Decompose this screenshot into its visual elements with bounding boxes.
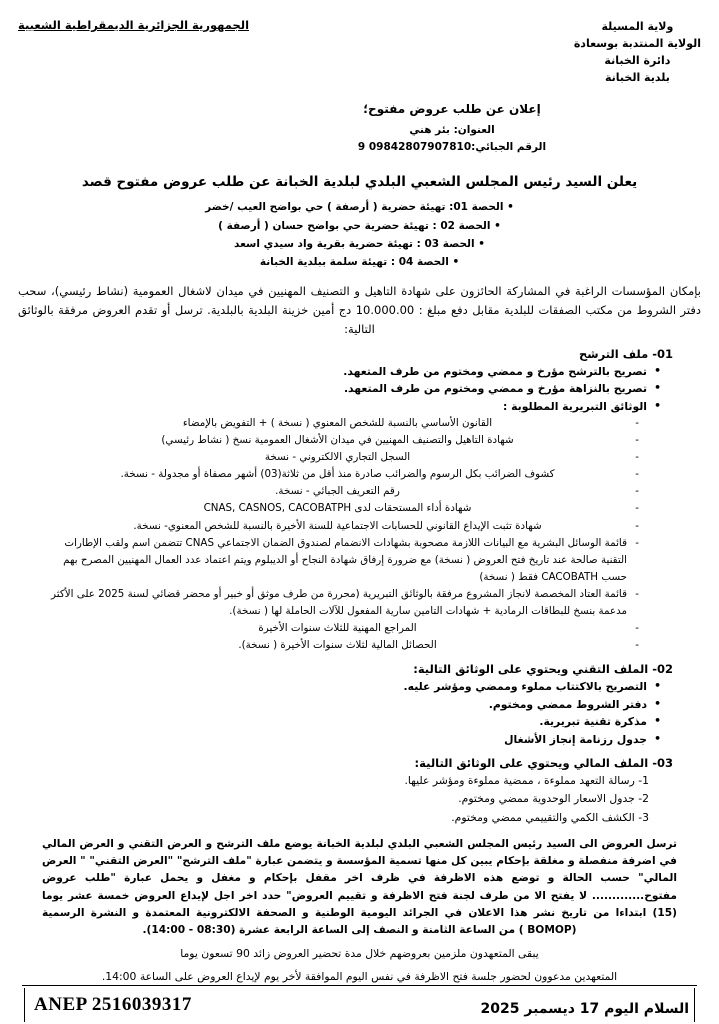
list-item: • الوثائق التبريرية المطلوبة : xyxy=(18,398,661,415)
submission-instructions: ترسل العروض الى السيد رئيس المجلس الشعبي البلدي لبلدية الخبانة يوضع ملف الترشح و العرض التقني و العرض المالي في اضرفة منفصلة و مغلقة بإحكام يبين كل منها تسمية المؤسسة و يتضمن عبارة "ملف الترشح" "العرض التقني" " العرض المالي" حسب الحالة و توضع هذه الاظرفة في ظرف اخر مقفل بإحكام و مغفل و يحمل عبارة "طلب عروض مفتوح............. لا يفتح الا من طرف لجنة فتح الاظرفة و تقييم العروض" حدد اخر اجل لإيداع العروض خمسة عشر يوما (15) ابتداءا من تاريخ نشر هذا الاعلان في الجرائد اليومية الوطنية و الصحفة الالكترونية المعتمدة و النشرة الرسمية (BOMOP ) من الساعة الثامنة و النصف إلى الساعة الرابعة عشرة (08:30 - 14:00). xyxy=(42,838,677,936)
list-item: - كشوف الضرائب بكل الرسوم والضرائب صادرة منذ أقل من ثلاثة(03) أشهر مصفاة أو مجدولة - نسخة. xyxy=(48,466,639,483)
admin-line-delegated-wilaya: الولاية المنتدبة بوسعادة xyxy=(573,37,701,51)
closing-note-validity: يبقى المتعهدون ملزمين بعروضهم خلال مدة تحضير العروض زائد 90 تسعون يوما xyxy=(180,947,539,961)
lots-list xyxy=(18,198,701,272)
list-item: - شهادة تثبت الإيداع القانوني للحسابات الاجتماعية للسنة الأخيرة بالنسبة للشخص المعنوي- نسخة. xyxy=(48,518,639,535)
list-item: • مذكرة تقنية تبريرية. xyxy=(18,713,661,730)
list-item: - القانون الأساسي بالنسبة للشخص المعنوي ( نسخة ) + التفويض بالإمضاء xyxy=(48,415,639,432)
list-item: - الحصائل المالية لثلاث سنوات الأخيرة ( نسخة). xyxy=(48,637,639,654)
lot-item: • الحصة 04 : تهيئة سلمة ببلدية الخبانة xyxy=(18,253,701,271)
lot-item: • الحصة 02 : تهيئة حضرية حي بواضح حسان ( أرصفة ) xyxy=(18,217,701,235)
list-item: • التصريح بالاكتتاب مملوء وممضي ومؤشر عليه. xyxy=(18,678,661,695)
candidature-documents xyxy=(18,415,701,654)
lot-item: • الحصة 03 : تهيئة حضرية بقرية واد سيدي اسعد xyxy=(18,235,701,253)
list-item: - السجل التجاري الالكتروني - نسخة xyxy=(48,449,639,466)
page-title: يعلن السيد رئيس المجلس الشعبي البلدي لبلدية الخبانة عن طلب عروض مفتوح قصد xyxy=(81,173,638,190)
list-item: - شهادة التاهيل والتصنيف المهنيين في ميدان الأشغال العمومية نسخ ( نشاط رئيسي) xyxy=(48,432,639,449)
list-item: 3- الكشف الكمي والتقييمي ممضي ومختوم. xyxy=(451,810,649,824)
administration-block xyxy=(574,18,701,86)
admin-line-daira: دائرة الخبانة xyxy=(604,54,671,68)
list-item: 2- جدول الاسعار الوحدوية ممضي ومختوم. xyxy=(458,792,649,806)
section-heading-financial: 03- الملف المالي ويحتوي على الوثائق التالية: xyxy=(414,756,673,771)
announcement-title: إعلان عن طلب عروض مفتوح؛ xyxy=(363,102,541,117)
lot-item: • الحصة 01: تهيئة حضرية ( أرصفة ) حي بواضح العيب /خضر xyxy=(18,198,701,216)
list-item: - رقم التعريف الجبائي - نسخة. xyxy=(48,483,639,500)
footer-left-rule xyxy=(24,988,25,1022)
list-item: - شهادة أداء المستحقات لدى CNAS, CASNOS, CACOBATPH xyxy=(48,500,639,517)
admin-line-commune: بلدية الخبانة xyxy=(604,71,670,85)
list-item: • دفتر الشروط ممضي ومختوم. xyxy=(18,696,661,713)
document-header xyxy=(18,16,701,86)
announcement-address: العنوان: بئر هني xyxy=(409,124,495,137)
financial-items xyxy=(18,772,701,827)
list-item: • تصريح بالترشح مؤرخ و ممضي ومختوم من طرف المتعهد. xyxy=(18,363,661,380)
intro-paragraph: بإمكان المؤسسات الراغبة في المشاركة الحائزون على شهادة التاهيل و التصنيف المهنيين في ميدان لاشغال العمومية (نشاط رئيسي)، سحب دفتر الشروط من مكتب الصفقات للبلدية مقابل دفع مبلغ : 10.000.00 دج أمين خزينة البلدية بالبلدية. ترسل أو تقدم العروض مرفقة بالوثائق التالية: xyxy=(18,283,701,336)
footer-divider xyxy=(22,985,697,986)
list-item: - المراجع المهنية للثلاث سنوات الأخيرة xyxy=(48,620,639,637)
publication-date: السلام اليوم 17 ديسمبر 2025 xyxy=(480,1001,689,1017)
announcement-phone: الرقم الجبائي:09842807907810 9 xyxy=(357,141,547,154)
list-item: • تصريح بالنزاهة مؤرخ و ممضي ومختوم من طرف المتعهد. xyxy=(18,380,661,397)
republic-title: الجمهورية الجزائرية الديمقراطية الشعبية xyxy=(18,18,250,32)
list-item: - قائمة العتاد المخصصة لانجاز المشروع مرفقة بالوثائق التبريرية (محررة من طرف موثق أو خبير أو محضر قضائي لسنة 2025 على الأكثر مدعمة بنسخ للبطاقات الرمادية + شهادات التامين سارية المفعول للآلات الحاملة لها ( نسخة). xyxy=(48,586,639,620)
document-footer xyxy=(0,984,719,1024)
candidature-bullets xyxy=(18,363,701,415)
list-item: - قائمة الوسائل البشرية مع البيانات اللازمة مصحوبة بشهادات الانضمام لصندوق الضمان الاجتماعي CNAS تتضمن اسم ولقب الإطارات التقنية صالحة عند تاريخ فتح العروض ( نسخة) مع ضرورة إرفاق شهادة النجاح أو الديبلوم ويتم اعتماد عدد العمال المهنيين المصرح بهم حسب CACOBATH فقط ( نسخة) xyxy=(48,535,639,586)
admin-line-wilaya: ولاية المسيلة xyxy=(601,20,674,33)
technical-bullets xyxy=(18,678,701,748)
section-heading-candidature: 01- ملف الترشح xyxy=(578,346,673,361)
closing-note-opening-session: المتعهدين مدعوون لحضور جلسة فتح الاظرفة في نفس اليوم الموافقة لأخر يوم لإيداع العروض على الساعة 14:00. xyxy=(101,970,618,984)
anep-reference: ANEP 2516039317 xyxy=(34,994,192,1015)
announcement-block xyxy=(203,100,701,156)
list-item: 1- رسالة التعهد مملوءة ، ممضية مملوءة ومؤشر عليها. xyxy=(404,774,649,788)
footer-right-rule xyxy=(694,988,695,1022)
list-item: • جدول رزنامة إنجاز الأشغال xyxy=(18,731,661,748)
section-heading-technical: 02- الملف التقني ويحتوي على الوثائق التالية: xyxy=(413,662,673,677)
